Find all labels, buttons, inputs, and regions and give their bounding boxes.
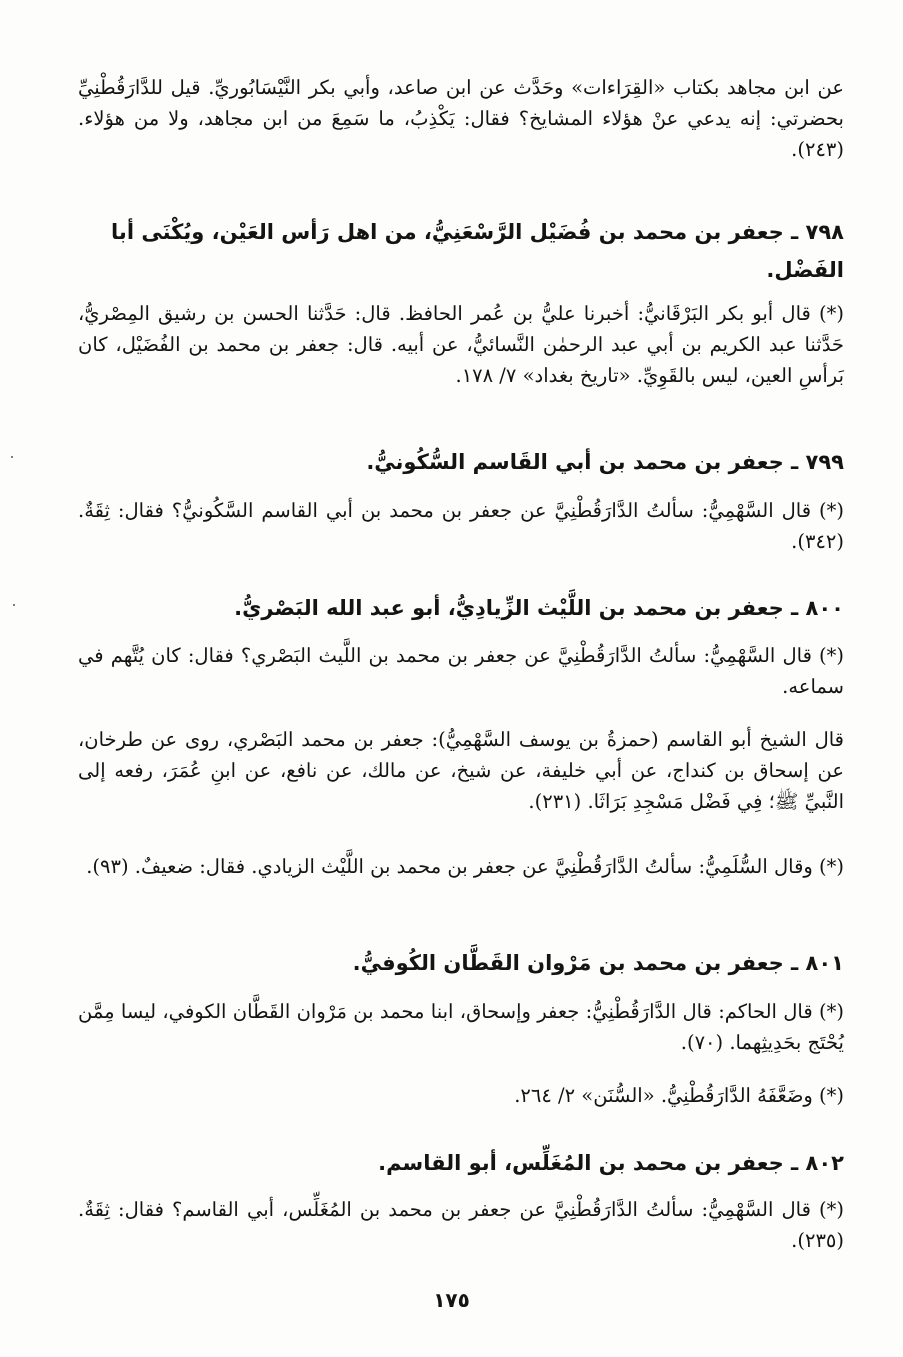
scan-speck bbox=[13, 604, 15, 606]
entry-heading-800: ٨٠٠ ـ جعفر بن محمد بن اللَّيْث الزِّيادِيُّ، أبو عبد الله البَصْريُّ. bbox=[234, 596, 844, 620]
scan-speck bbox=[11, 456, 13, 458]
paragraph-intro: عن ابن مجاهد بكتاب «القِرَاءات» وحَدَّث عن ابن صاعد، وأبي بكر النَّيْسَابُوريِّ. قيل للدَّارَقُطْنِيِّ بحضرتي: إنه يدعي عنْ هؤلاء المشايخ؟ فقال: يَكْذِبُ، ما سَمِعَ من ابن مجاهد، ولا من هؤلاء. (٢٤٣). bbox=[78, 76, 844, 161]
page-number: ١٧٥ bbox=[433, 1288, 470, 1312]
entry-heading-801: ٨٠١ ـ جعفر بن محمد بن مَرْوان القَطَّان الكُوفيُّ. bbox=[352, 951, 844, 975]
entry-heading-798: ٧٩٨ ـ جعفر بن محمد بن فُضَيْل الرَّسْعَنِيُّ، من اهل رَأس العَيْن، ويُكْنَى أبا الفَضْل. bbox=[111, 220, 844, 282]
paragraph-801-1: (*) قال الحاكم: قال الدَّارَقُطْنِيُّ: جعفر وإسحاق، ابنا محمد بن مَرْوان القَطَّان الكوفي، ليسا مِمَّن يُحْتَج بحَدِيثِهما. (٧٠). bbox=[78, 1000, 844, 1054]
paragraph-802-1: (*) قال السَّهْمِيُّ: سألتُ الدَّارَقُطْنِيَّ عن جعفر بن محمد بن المُغَلِّس، أبي القاسم؟ فقال: ثِقَةٌ. (٢٣٥). bbox=[78, 1198, 844, 1252]
paragraph-800-1: (*) قال السَّهْمِيُّ: سألتُ الدَّارَقُطْنِيَّ عن جعفر بن محمد بن اللَّيث البَصْري؟ فقال: كان يُتَّهم في سماعه. bbox=[78, 644, 844, 698]
paragraph-800-2: قال الشيخ أبو القاسم (حمزةُ بن يوسف السَّهْمِيُّ): جعفر بن محمد البَصْري، روى عن طرخان، عن إسحاق بن كنداج، عن أبي خليفة، عن شيخ، عن مالك، عن نافع، عن ابنِ عُمَرَ، رفعه إلى النَّبيِّ ﷺ؛ فِي فَضْل مَسْجِدِ بَرَاثَا. (٢٣١). bbox=[78, 728, 844, 813]
paragraph-800-3: (*) وقال السُّلَمِيُّ: سألتُ الدَّارَقُطْنِيَّ عن جعفر بن محمد بن اللَّيْث الزيادي. فقال: ضعيفٌ. (٩٣). bbox=[86, 855, 844, 878]
entry-heading-802: ٨٠٢ ـ جعفر بن محمد بن المُغَلِّس، أبو القاسم. bbox=[378, 1151, 844, 1175]
paragraph-799-1: (*) قال السَّهْمِيُّ: سألتُ الدَّارَقُطْنِيَّ عن جعفر بن محمد بن أبي القاسم السَّكُونيُّ؟ فقال: ثِقَةٌ. (٣٤٢). bbox=[78, 499, 844, 553]
paragraph-801-2: (*) وضَعَّفَهُ الدَّارَقُطْنِيُّ. «السُّنَن» ٢/ ٢٦٤. bbox=[514, 1084, 844, 1107]
entry-heading-799: ٧٩٩ ـ جعفر بن محمد بن أبي القَاسم السُّكُونيُّ. bbox=[366, 450, 844, 474]
paragraph-798-1: (*) قال أبو بكر البَرْقَانيُّ: أخبرنا عليُّ بن عُمر الحافظ. قال: حَدَّثنا الحسن بن رشيق المِصْريُّ، حَدَّثنا عبد الكريم بن أبي عبد الرحمٰن النَّسائيُّ، عن أبيه. قال: جعفر بن محمد بن الفُضَيْل، كان بَرأسِ العين، ليس بالقَوِيِّ. «تاريخ بغداد» ٧/ ١٧٨. bbox=[78, 302, 844, 387]
